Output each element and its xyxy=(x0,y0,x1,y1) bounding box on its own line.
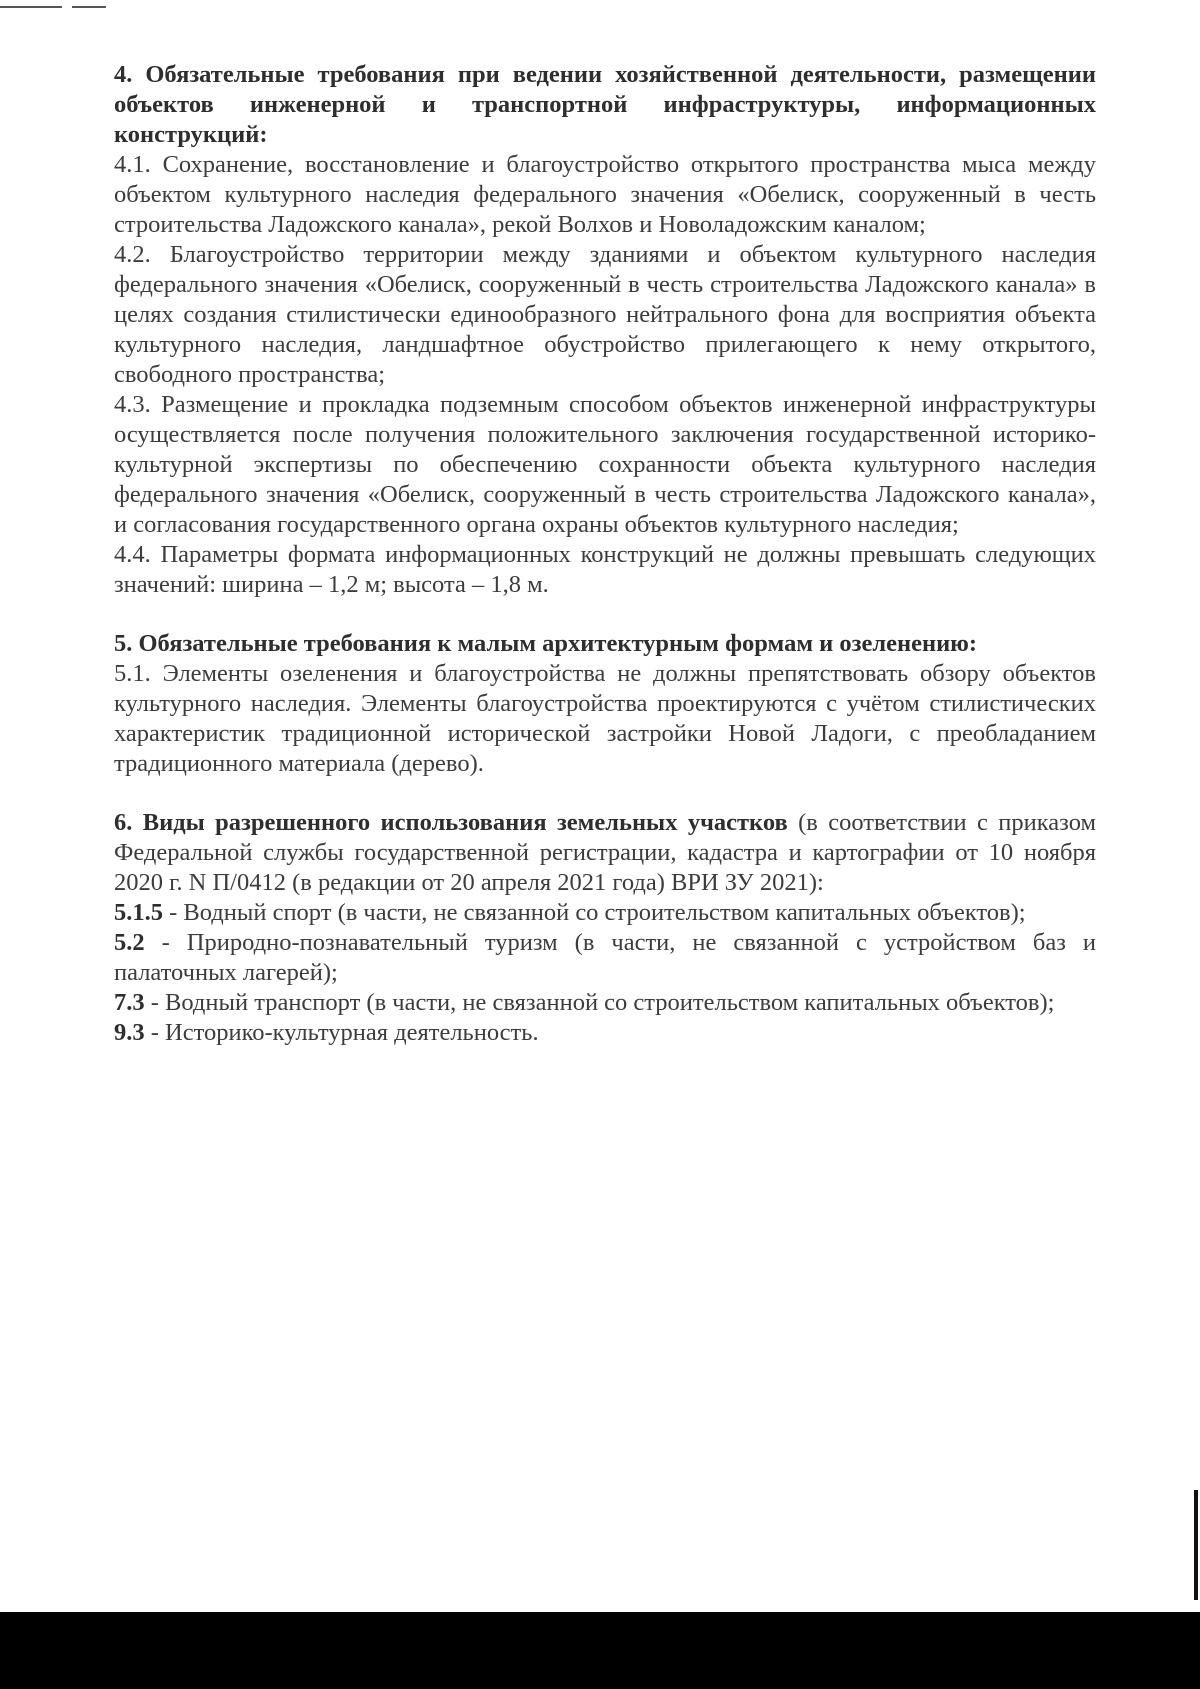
land-use-code: 5.2 xyxy=(114,929,145,956)
land-use-code: 5.1.5 xyxy=(114,899,163,926)
scan-edge-shadow xyxy=(1194,1490,1198,1600)
land-use-item xyxy=(114,1018,1096,1048)
land-use-text: - Историко-культурная деятельность. xyxy=(144,1019,539,1046)
section-4-heading: 4. Обязательные требования при ведении хозяйственной деятельности, размещении объектов инженерной и транспортной инфраструктуры, информационных конструкций: xyxy=(114,61,1096,148)
paragraph-gap xyxy=(114,600,1096,629)
land-use-item xyxy=(114,988,1096,1018)
section-4-item-4: 4.4. Параметры формата информационных конструкций не должны превышать следующих значений: ширина – 1,2 м; высота – 1,8 м. xyxy=(114,541,1096,598)
land-use-text: - Водный спорт (в части, не связанной со строительством капитальных объектов); xyxy=(163,899,1026,926)
document-page xyxy=(114,60,1096,1048)
section-4-item-1: 4.1. Сохранение, восстановление и благоустройство открытого пространства мыса между объектом культурного наследия федерального значения «Обелиск, сооруженный в честь строительства Ладожского канала», рекой Волхов и Новоладожским каналом; xyxy=(114,151,1096,238)
section-5-heading: 5. Обязательные требования к малым архитектурным формам и озеленению: xyxy=(114,630,978,657)
land-use-item xyxy=(114,898,1096,928)
scan-mark-line xyxy=(0,6,62,8)
scan-bottom-band xyxy=(0,1612,1200,1689)
section-6-intro: (в соответствии с приказом Федеральной службы государственной регистрации, кадастра и картографии от 10 ноября 2020 г. N П/0412 (в редакции от 20 апреля 2021 года) ВРИ ЗУ 2021): xyxy=(114,809,1096,896)
section-4-item-3: 4.3. Размещение и прокладка подземным способом объектов инженерной инфраструктуры осуществляется после получения положительного заключения государственной историко-культурной экспертизы по обеспечению сохранности объекта культурного наследия федерального значения «Обелиск, сооруженный в честь строительства Ладожского канала», и согласования государственного органа охраны объектов культурного наследия; xyxy=(114,391,1096,538)
section-4-item-2: 4.2. Благоустройство территории между зданиями и объектом культурного наследия федерального значения «Обелиск, сооруженный в честь строительства Ладожского канала» в целях создания стилистически единообразного нейтрального фона для восприятия объекта культурного наследия, ландшафтное обустройство прилегающего к нему открытого, свободного пространства; xyxy=(114,241,1096,388)
land-use-text: - Природно-познавательный туризм (в части, не связанной с устройством баз и палаточных лагерей); xyxy=(114,929,1096,986)
land-use-code: 9.3 xyxy=(114,1019,145,1046)
land-use-item xyxy=(114,928,1096,988)
section-6-heading: 6. Виды разрешенного использования земельных участков xyxy=(114,809,788,836)
scan-mark-line xyxy=(72,6,106,8)
paragraph-gap xyxy=(114,779,1096,808)
section-5-item-1: 5.1. Элементы озеленения и благоустройства не должны препятствовать обзору объектов культурного наследия. Элементы благоустройства проектируются с учётом стилистических характеристик традиционной исторической застройки Новой Ладоги, с преобладанием традиционного материала (дерево). xyxy=(114,660,1096,777)
section-6-intro-paragraph xyxy=(114,808,1096,898)
land-use-code: 7.3 xyxy=(114,989,145,1016)
land-use-text: - Водный транспорт (в части, не связанной со строительством капитальных объектов); xyxy=(144,989,1055,1016)
